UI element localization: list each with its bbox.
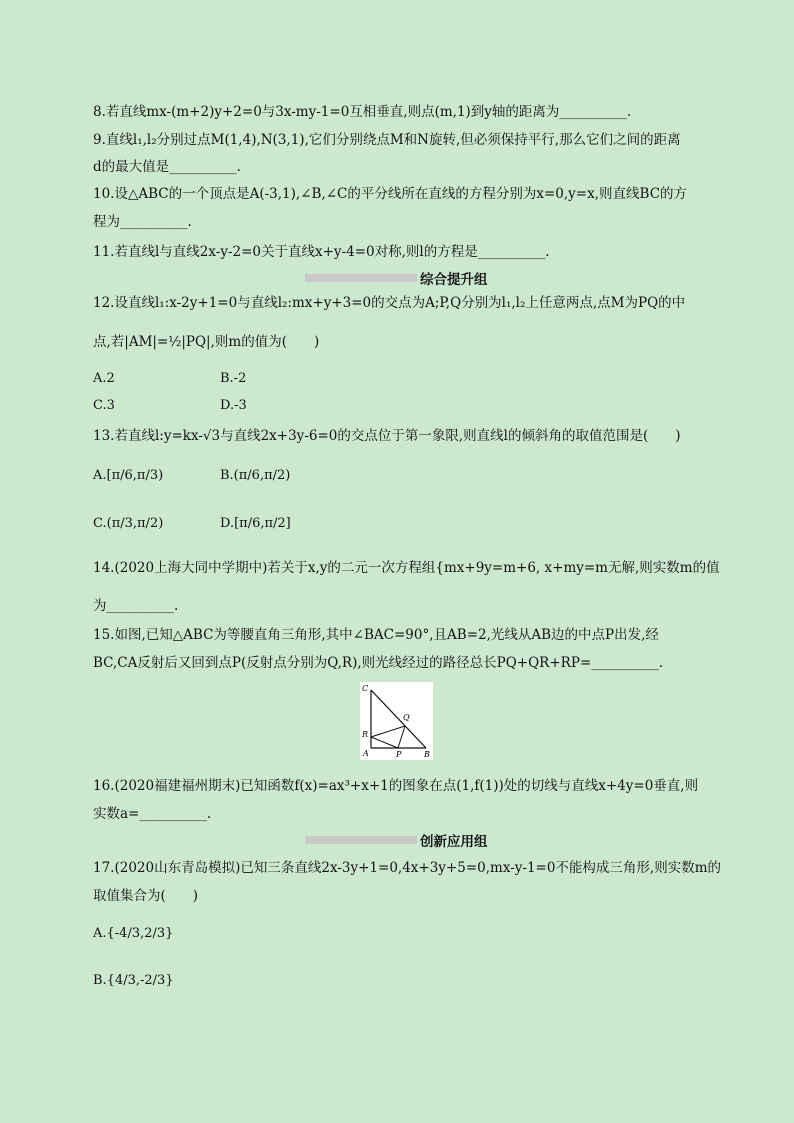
section-header-comprehensive [305, 270, 505, 286]
question-13: 13.若直线l:y=kx-√3与直线2x+3y-6=0的交点位于第一象限,则直线l的倾斜角的取值范围是( ) [93, 428, 681, 444]
question-16-line2: 实数a=__________. [93, 806, 212, 822]
label-a: A [363, 749, 369, 758]
q13-option-a: A.[π/6,π/3) [93, 468, 164, 483]
question-15-line1: 15.如图,已知△ABC为等腰直角三角形,其中∠BAC=90°,且AB=2,光线从AB边的中点P出发,经 [93, 627, 659, 643]
question-16-line1: 16.(2020福建福州期末)已知函数f(x)=ax³+x+1的图象在点(1,f(1))处的切线与直线x+4y=0垂直,则 [93, 778, 699, 794]
question-15-line2: BC,CA反射后又回到点P(反射点分别为Q,R),则光线经过的路径总长PQ+QR+RP=__________. [93, 655, 664, 671]
question-9-line2: d的最大值是__________. [93, 159, 241, 175]
label-b: B [424, 750, 430, 759]
question-17-line1: 17.(2020山东青岛模拟)已知三条直线2x-3y+1=0,4x+3y+5=0,mx-y-1=0不能构成三角形,则实数m的 [93, 860, 722, 876]
q13-option-d: D.[π/6,π/2] [220, 516, 291, 531]
question-12-line2: 点,若|AM|=½|PQ|,则m的值为( ) [93, 334, 320, 350]
triangle-figure [360, 682, 433, 760]
triangle-diagram [360, 682, 433, 760]
q17-option-a: A.{-4/3,2/3} [93, 926, 174, 941]
q12-option-b: B.-2 [220, 371, 247, 386]
q12-option-c: C.3 [93, 398, 115, 413]
section-bar [305, 836, 417, 844]
section-header-innovation [305, 832, 505, 848]
q12-option-d: D.-3 [220, 398, 247, 413]
section-bar [305, 274, 417, 282]
question-14-line1: 14.(2020上海大同中学期中)若关于x,y的二元一次方程组{mx+9y=m+6, x+my=m无解,则实数m的值 [93, 560, 720, 576]
section-title: 创新应用组 [420, 834, 488, 850]
label-r: R [362, 730, 369, 739]
question-9-line1: 9.直线l₁,l₂分别过点M(1,4),N(3,1),它们分别绕点M和N旋转,但必须保持平行,那么它们之间的距离 [93, 132, 681, 148]
q13-option-c: C.(π/3,π/2) [93, 516, 164, 531]
question-10-line2: 程为__________. [93, 214, 192, 230]
q13-option-b: B.(π/6,π/2) [220, 468, 291, 483]
section-title: 综合提升组 [420, 272, 488, 288]
label-q: Q [403, 713, 410, 722]
question-8: 8.若直线mx-(m+2)y+2=0与3x-my-1=0互相垂直,则点(m,1)到y轴的距离为__________. [93, 104, 632, 120]
q12-option-a: A.2 [93, 371, 115, 386]
question-12-line1: 12.设直线l₁:x-2y+1=0与直线l₂:mx+y+3=0的交点为A;P,Q分别为l₁,l₂上任意两点,点M为PQ的中 [93, 295, 686, 311]
label-c: C [362, 684, 369, 693]
label-p: P [396, 750, 402, 759]
question-17-line2: 取值集合为( ) [93, 888, 199, 904]
question-14-line2: 为__________. [93, 598, 179, 614]
question-10-line1: 10.设△ABC的一个顶点是A(-3,1),∠B,∠C的平分线所在直线的方程分别为x=0,y=x,则直线BC的方 [93, 186, 688, 202]
q17-option-b: B.{4/3,-2/3} [93, 973, 174, 988]
question-11: 11.若直线l与直线2x-y-2=0关于直线x+y-4=0对称,则l的方程是__________. [93, 244, 550, 260]
